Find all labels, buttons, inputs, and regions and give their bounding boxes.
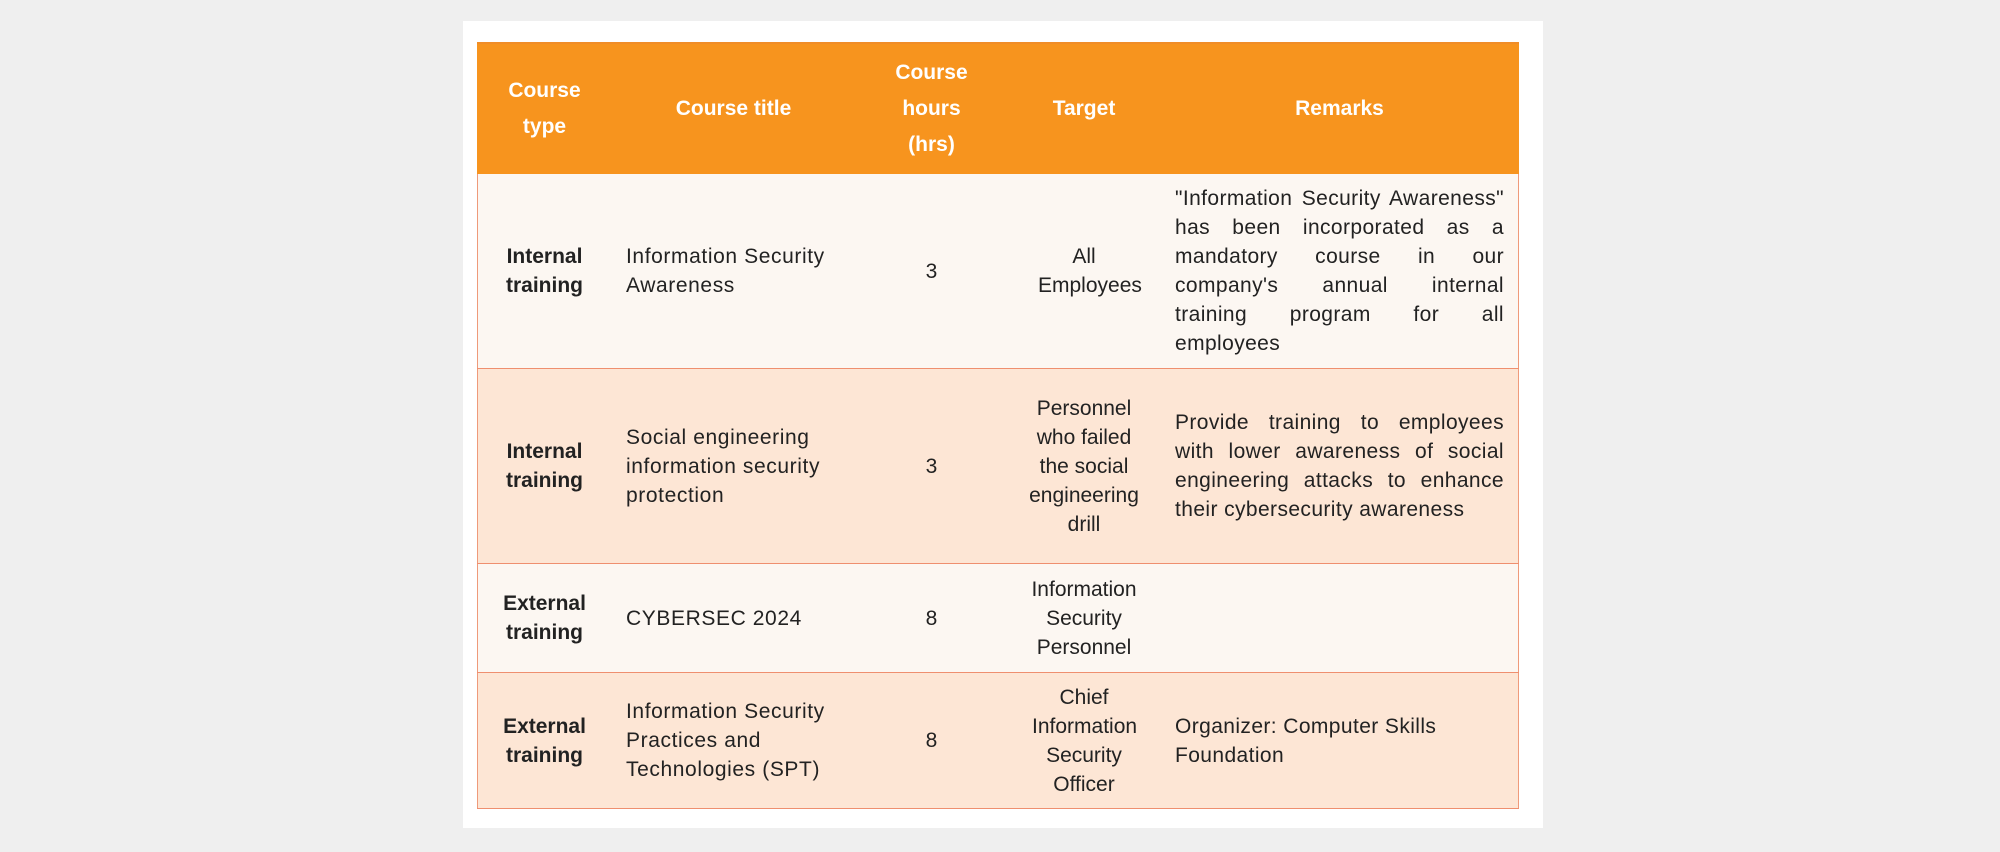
cell-course-hours: 3 [856,369,1008,564]
header-course-type: Course type [478,43,612,174]
cell-target: Chief Information Security Officer [1008,673,1161,809]
cell-course-type: Internal training [478,369,612,564]
cell-course-title: Information Security Practices and Technologies (SPT) [612,673,856,809]
table-row [478,564,1519,673]
table-row [478,673,1519,809]
cell-course-type: External training [478,673,612,809]
cell-course-title: Social engineering information security protection [612,369,856,564]
cell-remarks [1161,564,1519,673]
header-target: Target [1008,43,1161,174]
cell-course-title: CYBERSEC 2024 [612,564,856,673]
header-row [478,43,1519,174]
table-card [463,21,1543,828]
cell-target: All Employees [1008,174,1161,369]
cell-target: Personnel who failed the social engineering drill [1008,369,1161,564]
cell-remarks: "Information Security Awareness" has been incorporated as a mandatory course in our company's annual internal training program for all employees [1161,174,1519,369]
cell-course-type: External training [478,564,612,673]
cell-course-type: Internal training [478,174,612,369]
cell-course-title: Information Security Awareness [612,174,856,369]
cell-target: Information Security Personnel [1008,564,1161,673]
header-remarks: Remarks [1161,43,1519,174]
training-table [477,42,1519,809]
cell-course-hours: 8 [856,673,1008,809]
header-course-title: Course title [612,43,856,174]
table-row [478,369,1519,564]
cell-course-hours: 8 [856,564,1008,673]
cell-remarks: Provide training to employees with lower awareness of social engineering attacks to enhance their cybersecurity awareness [1161,369,1519,564]
cell-course-hours: 3 [856,174,1008,369]
header-course-hours: Course hours (hrs) [856,43,1008,174]
cell-remarks: Organizer: Computer Skills Foundation [1161,673,1519,809]
table-row [478,174,1519,369]
